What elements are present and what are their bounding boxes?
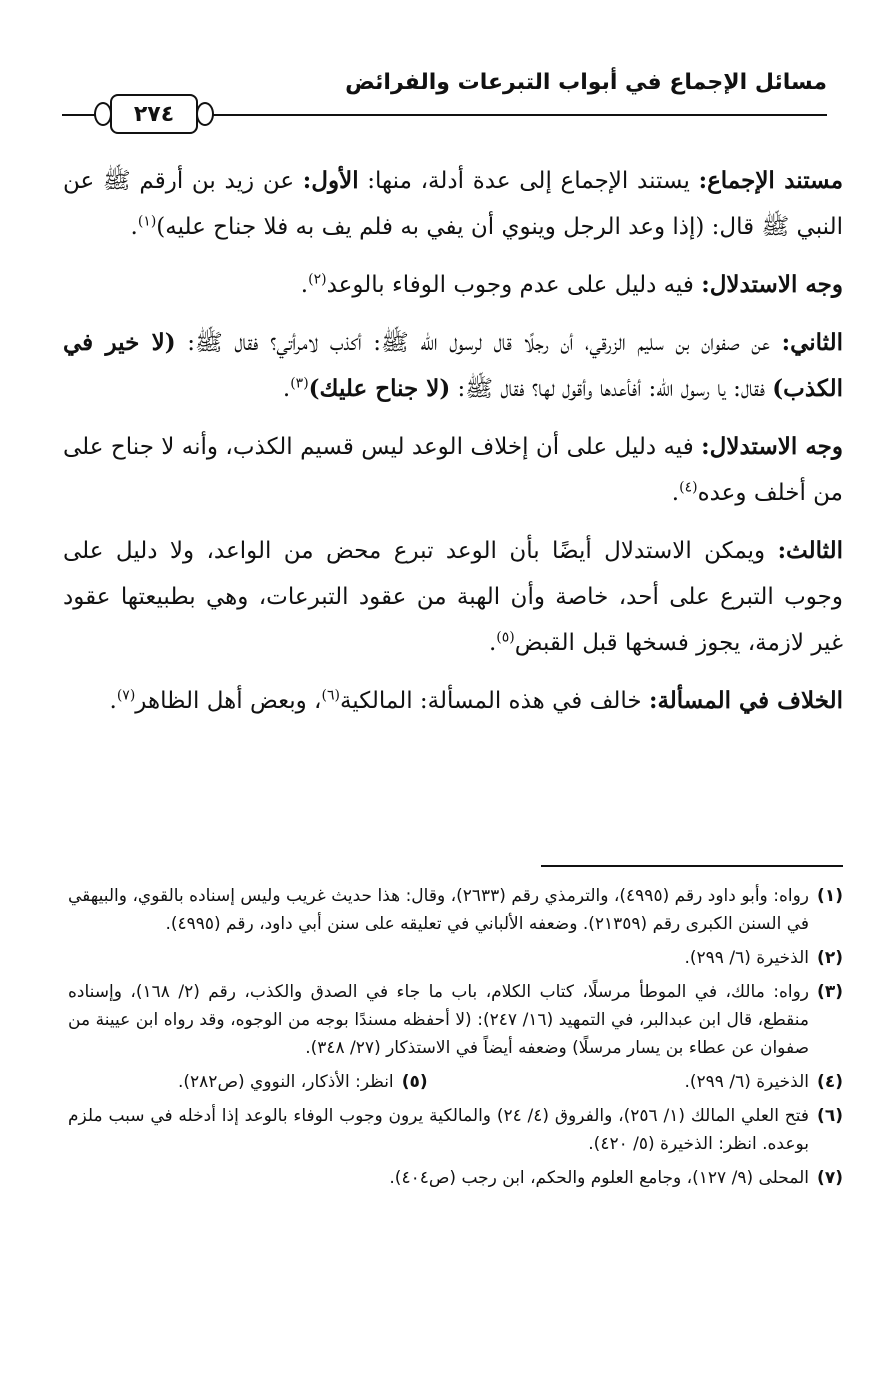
footnote-separator [541, 865, 843, 867]
paragraph-text: عن صفوان بن سليم الزرقي، أن رجلًا قال لرسول الله ﷺ: أكذب لامرأتي؟ فقال ﷺ: [175, 330, 782, 356]
footnote-number: (١) [817, 886, 843, 906]
paragraph-disagreement [63, 678, 843, 724]
footnote-ref[interactable]: (٥) [496, 629, 515, 646]
footnote-text: رواه: وأبو داود رقم (٤٩٩٥)، والترمذي رقم (٢٦٣٣)، وقال: هذا حديث غريب وليس إسناده بالقوي، والبيهقي في السنن الكبرى رقم (٢١٣٥٩). وضعفه الألباني في تعليقه على سنن أبي داود، رقم (٤٩٩٥). [68, 886, 810, 934]
footnote-7 [68, 1164, 843, 1192]
footnote-number: (٧) [817, 1168, 843, 1188]
footnote-text: الذخيرة (٦/ ٢٩٩). [684, 1072, 809, 1092]
footnote-text: رواه: مالك، في الموطأ مرسلًا، كتاب الكلام، باب ما جاء في الصدق والكذب، رقم (٢/ ١٦٨)، وإسناده منقطع، قال ابن عبدالبر، في التمهيد (١٦/ ٢٤٧): (لا أحفظه مسندًا بوجه من الوجوه، وقد رواه ابن عيينة من صفوان عن عطاء بن يسار مرسلًا) وضعفه أيضاً في الاستذكار (٢٧/ ٣٤٨). [68, 982, 809, 1058]
heading-second: الثاني: [781, 329, 843, 356]
footnote-number: (٥) [401, 1072, 428, 1092]
paragraph-end: . [671, 480, 680, 506]
running-title: مسائل الإجماع في أبواب التبرعات والفرائض [345, 70, 827, 95]
footnote-number: (٤) [817, 1072, 843, 1092]
footnote-2 [68, 944, 843, 972]
paragraph-end: . [109, 688, 117, 714]
footnote-ref[interactable]: (٦) [321, 687, 340, 704]
paragraph-inference-2 [63, 424, 843, 516]
footnote-row-4-5 [68, 1068, 843, 1096]
paragraph-end: . [488, 630, 497, 656]
quote-no-blame: (لا جناح عليك) [308, 375, 451, 402]
footnote-number: (٦) [817, 1106, 843, 1126]
paragraph-text: فيه دليل على عدم وجوب الوفاء بالوعد [326, 272, 702, 298]
footnote-text: فتح العلي المالك (١/ ٢٥٦)، والفروق (٤/ ٢٤) والمالكية يرون وجوب الوفاء بالوعد إذا أدخله في سبب ملزم بوعده. انظر: الذخيرة (٥/ ٤٢٠). [68, 1106, 809, 1154]
footnote-ref[interactable]: (٣) [290, 375, 309, 392]
footnote-text: انظر: الأذكار، النووي (ص٢٨٢). [178, 1072, 394, 1092]
footnote-text: الذخيرة (٦/ ٢٩٩). [684, 948, 809, 968]
footnote-1 [68, 882, 843, 938]
paragraph-end: . [130, 214, 138, 240]
paragraph-inference [63, 262, 843, 308]
page-number: ٢٧٤ [110, 94, 198, 134]
heading-first: الأول: [302, 167, 359, 194]
footnote-number: (٣) [817, 982, 843, 1002]
paragraph-text: فقال: يا رسول الله: أفأعدها وأقول لها؟ فقال ﷺ: [450, 376, 773, 402]
paragraph-third [63, 528, 843, 666]
footnote-ref[interactable]: (٧) [116, 687, 136, 704]
footnote-ref[interactable]: (١) [137, 213, 157, 230]
paragraph-text: ، وبعض أهل الظاهر [135, 688, 322, 714]
footnote-text: المحلى (٩/ ١٢٧)، وجامع العلوم والحكم، ابن رجب (ص٤٠٤). [389, 1168, 809, 1188]
footnote-number: (٢) [817, 948, 843, 968]
heading-evidence: مستند الإجماع: [698, 167, 844, 194]
paragraph-text: خالف في هذه المسألة: المالكية [339, 688, 649, 714]
heading-inference: وجه الاستدلال: [701, 433, 843, 460]
paragraph-end: . [300, 272, 309, 298]
heading-inference: وجه الاستدلال: [701, 271, 843, 298]
footnote-4 [684, 1068, 843, 1096]
footnote-3 [68, 978, 843, 1062]
paragraph-second [63, 320, 843, 412]
footnote-5 [178, 1068, 428, 1096]
page-header [62, 62, 827, 127]
footnote-ref[interactable]: (٤) [679, 479, 698, 496]
heading-third: الثالث: [777, 537, 843, 564]
paragraph-end: . [282, 376, 291, 402]
footnotes [68, 882, 843, 1198]
paragraph-evidence [63, 158, 843, 250]
paragraph-text: فيه دليل على أن إخلاف الوعد ليس قسيم الكذب، وأنه لا جناح على من أخلف وعده [63, 434, 843, 506]
footnote-ref[interactable]: (٢) [308, 271, 327, 288]
quote-no-good: (لا خير في الكذب) [63, 329, 843, 402]
heading-disagreement: الخلاف في المسألة: [648, 687, 843, 714]
footnote-6 [68, 1102, 843, 1158]
paragraph-text: ويمكن الاستدلال أيضًا بأن الوعد تبرع محض من الواعد، ولا دليل على وجوب التبرع على أحد، خاصة وأن الهبة من عقود التبرعات، وهي بطبيعتها عقود غير لازمة، يجوز فسخها قبل القبض [63, 538, 843, 656]
paragraph-text: عن زيد بن أرقم ﷺ عن النبي ﷺ قال: (إذا وعد الرجل وينوي أن يفي به فلم يف به فلا جناح عليه) [63, 168, 843, 240]
paragraph-text: يستند الإجماع إلى عدة أدلة، منها: [358, 168, 699, 194]
main-text [63, 158, 843, 736]
